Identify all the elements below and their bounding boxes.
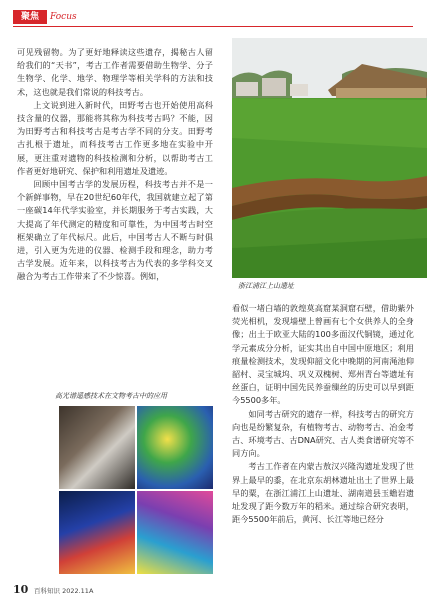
paragraph: 上文说到进入新时代，田野考古也开始使用高科技含量的仪器，那能将其称为科技考古吗？不能，因为田野考古和科技考古是考古学不同的分支。田野考古扎根于遗址，而科技考古工作更多地在实验中开展，更注重对遗物的科技检测和分析，以帮助考古工作者更好地研究、保护和利用遗址及遗迹。	[17, 99, 213, 176]
spectral-false-color-tile	[58, 490, 136, 575]
article-right-column	[232, 302, 414, 526]
header-rule	[13, 26, 413, 27]
gallery-title: 高光谱遥感技术在文物考古中的应用	[55, 392, 167, 400]
shangshan-site-photo	[232, 38, 427, 278]
spectral-map-tile	[136, 405, 214, 490]
page-number: 10	[13, 583, 29, 596]
paragraph: 考古工作者在内蒙古敖汉兴隆沟遗址发现了世界上最早的黍，在北京东胡林遗址出土了世界上最早的粟，在浙江浦江上山遗址、湖南道县玉蟾岩遗址发现了距今数万年的稻米。通过综合研究表明，距今5500年前后，黄河、长江等地已经分	[232, 461, 414, 525]
paragraph: 回顾中国考古学的发展历程，科技考古并不是一个新鲜事物，早在20世纪60年代，我国就建立起了第一座碳14年代学实验室，并长期服务于考古实践，大大提高了年代测定的精度和可靠性，为中国考古时空框架确立了年代标尺。此后，中国考古人不断与时俱进，引入更为先进的仪器、检测手段和理念，助力考古学发展。近年来，以科技考古为代表的多学科交叉融合为考古工作带来了不少惊喜。例如，	[17, 179, 213, 282]
publication-footer: 百科知识 2022.11A	[34, 587, 94, 595]
paragraph: 看似一堵白墙的敦煌莫高窟某洞窟石壁，借助紫外荧光相机，发现墙壁上曾画有七个女供养人的全身像；出土于欧亚大陆的100多面汉代铜镜，通过化学元素成分分析，证实其出自中国中原地区；利用痕量检测技术，发现仰韶文化中晚期的河南渑池仰韶村、灵宝城坞、巩义双槐树、郑州青台等遗址有丝蛋白，证明中国先民养蚕缫丝的历史可以早到距今5500多年。	[232, 303, 414, 406]
section-title-en: Focus	[50, 12, 77, 22]
section-badge: 聚焦	[13, 10, 47, 24]
spectral-classification-tile	[136, 490, 214, 575]
paragraph: 如同考古研究的遗存一样，科技考古的研究方向也是纷繁复杂，有植物考古、动物考古、冶金考古、环境考古、古DNA研究、古人类食谱研究等不同方向。	[232, 408, 414, 459]
hyperspectral-gallery	[58, 405, 214, 575]
mural-photo-tile	[58, 405, 136, 490]
article-left-column	[17, 46, 213, 284]
site-photo-illustration	[232, 38, 427, 278]
site-photo-caption: 浙江浦江上山遗址	[238, 282, 294, 290]
paragraph: 可见残留物。为了更好地释读这些遗存，揭秘古人留给我们的“天书”，考古工作者需要借助生物学、分子生物学、化学、地学、物理学等相关学科的方法和技术，这也就是我们常说的科技考古。	[17, 47, 213, 97]
